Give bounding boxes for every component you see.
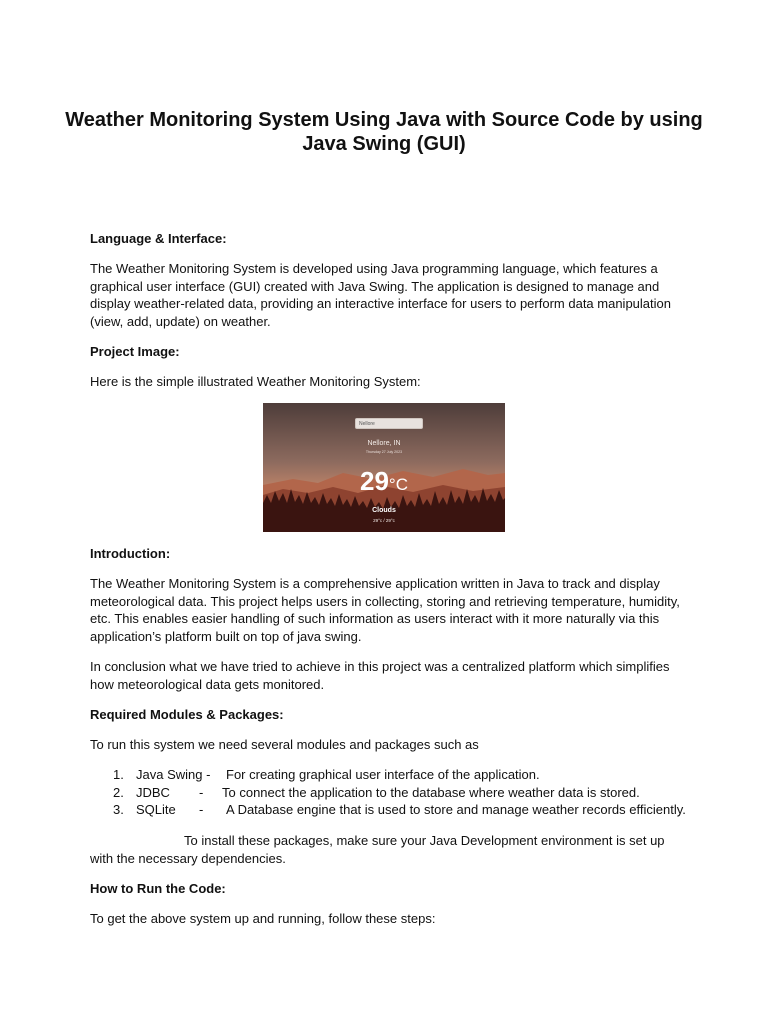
module-description: For creating graphical user interface of the application. — [226, 767, 540, 782]
list-number: 3. — [113, 802, 124, 817]
module-description: To connect the application to the database where weather data is stored. — [222, 784, 640, 800]
module-name: Java Swing - — [136, 767, 211, 782]
city-name: Nellore, IN — [367, 440, 401, 447]
temperature-value: 29 — [360, 466, 389, 496]
modules-heading: Required Modules & Packages: — [90, 707, 284, 722]
date-label: Thursday 27 July 2023 — [365, 450, 403, 454]
module-name: SQLite — [136, 802, 176, 817]
list-dash: - — [199, 802, 204, 817]
language-heading: Language & Interface: — [90, 231, 227, 246]
weather-condition: Clouds — [372, 507, 396, 514]
run-heading: How to Run the Code: — [90, 881, 226, 896]
list-number: 1. — [113, 767, 124, 782]
temperature-unit: °C — [388, 475, 408, 494]
project-image-paragraph: Here is the simple illustrated Weather Monitoring System: — [90, 374, 421, 389]
project-screenshot — [263, 403, 505, 532]
temperature-range: 29°c / 29°c — [373, 518, 395, 523]
city-search-input[interactable]: Nellore — [355, 418, 423, 429]
intro-paragraph-2: In conclusion what we have tried to achieve in this project was a centralized platform which simplifies how meteorological data gets monitored. — [90, 659, 670, 692]
intro-heading: Introduction: — [90, 546, 171, 561]
install-paragraph: To install these packages, make sure your Java Development environment is set up with the necessary dependencies. — [90, 833, 665, 866]
module-description: A Database engine that is used to store and manage weather records efficiently. — [226, 802, 686, 817]
list-dash: - — [199, 784, 204, 800]
modules-paragraph: To run this system we need several modules and packages such as — [90, 737, 479, 752]
project-image-heading: Project Image: — [90, 344, 180, 359]
list-number: 2. — [113, 784, 124, 800]
document-title: Weather Monitoring System Using Java with Source Code by using Java Swing (GUI) — [65, 109, 703, 155]
run-paragraph: To get the above system up and running, follow these steps: — [90, 911, 436, 926]
intro-paragraph-1: The Weather Monitoring System is a comprehensive application written in Java to track and display meteorological data. This project helps users in collecting, storing and retrieving temperature, humidity, etc. This enables easier handling of such information as users interact with it more naturally via this application’s platform built on top of java swing. — [90, 576, 680, 644]
module-name: JDBC — [136, 784, 170, 800]
language-paragraph: The Weather Monitoring System is developed using Java programming language, which features a graphical user interface (GUI) created with Java Swing. The application is designed to manage and display weather-related data, providing an interactive interface for users to perform data manipulation (view, add, update) on weather. — [90, 261, 671, 329]
temperature-display — [263, 467, 505, 499]
